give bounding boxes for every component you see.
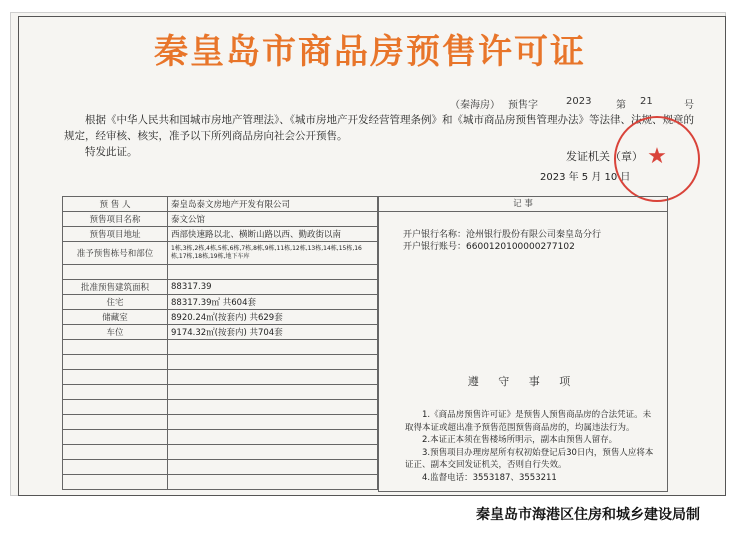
bank-name-label: 开户银行名称：: [403, 230, 467, 240]
table-row: [63, 325, 378, 340]
row-value: [168, 445, 378, 460]
ref-no: 21: [640, 96, 653, 107]
row-value: 泰文公馆: [168, 212, 378, 227]
note-item: 4.监督电话：3553187、3553211: [422, 472, 557, 483]
table-row: [63, 295, 378, 310]
row-label: 预售项目地址: [63, 227, 168, 242]
row-value: 8920.24㎡(按套内) 共629套: [168, 310, 378, 325]
table-row: [63, 265, 378, 280]
ref-suffix: 号: [684, 100, 694, 111]
row-value: 1栋,3栋,2栋,4栋,5栋,6栋,7栋,8栋,9栋,11栋,12栋,13栋,14栋,15栋,16栋,17栋,18栋,19栋,地下车库: [168, 242, 378, 265]
row-value: 88317.39: [168, 280, 378, 295]
row-value: [168, 340, 378, 355]
table-row: [63, 227, 378, 242]
bank-info: [403, 229, 601, 253]
issuing-authority-footer: 秦皇岛市海港区住房和城乡建设局制: [476, 507, 700, 523]
notes-panel: [378, 196, 668, 492]
table-row: [63, 385, 378, 400]
official-seal: [614, 116, 700, 202]
table-row: [63, 415, 378, 430]
row-value: [168, 370, 378, 385]
row-value: [168, 475, 378, 490]
notes-panel-header: 记 事: [379, 197, 667, 212]
note-item: 2.本证正本须在售楼场所明示，副本由预售人留存。: [422, 435, 618, 445]
presale-info-table: [62, 196, 378, 490]
note-item: 3.预售项目办理房屋所有权初始登记后30日内，预售人应将本证正、副本交回发证机关，否则自行失效。: [405, 447, 654, 470]
bank-account-label: 开户银行账号：: [403, 242, 467, 252]
row-label: 储藏室: [63, 310, 168, 325]
table-row: [63, 242, 378, 265]
row-label: [63, 475, 168, 490]
intro-paragraph: 根据《中华人民共和国城市房地产管理法》、《城市房地产开发经营管理条例》和《城市商品房预售管理办法》等法律、法规、规章的规定，经审核、核实，准予以下所列商品房向社会公开预售。: [64, 114, 694, 142]
row-label: [63, 400, 168, 415]
table-row: [63, 475, 378, 490]
row-label: [63, 415, 168, 430]
table-row: [63, 212, 378, 227]
row-label: 批准预售建筑面积: [63, 280, 168, 295]
row-value: 秦皇岛泰文房地产开发有限公司: [168, 197, 378, 212]
row-label: [63, 430, 168, 445]
row-label: 车位: [63, 325, 168, 340]
row-label: [63, 385, 168, 400]
ref-label: 预售字: [508, 100, 538, 111]
row-value: 88317.39㎡ 共604套: [168, 295, 378, 310]
row-label: [63, 340, 168, 355]
issue-date: 2023 年 5 月 10 日: [540, 172, 631, 183]
row-label: 准予预售栋号和部位: [63, 242, 168, 265]
row-value: [168, 415, 378, 430]
bank-name: 沧州银行股份有限公司秦皇岛分行: [466, 230, 602, 240]
row-value: 西部快速路以北、横断山路以西、勤政街以南: [168, 227, 378, 242]
table-row: [63, 310, 378, 325]
row-value: [168, 385, 378, 400]
table-row: [63, 197, 378, 212]
row-label: [63, 355, 168, 370]
ref-prefix: （秦海房）: [450, 100, 500, 111]
bank-account: 6600120100000277102: [466, 242, 575, 252]
row-value: [168, 400, 378, 415]
row-value: [168, 430, 378, 445]
seal-star-icon: ★: [647, 144, 667, 169]
issuer-label: 发证机关（章）: [566, 150, 643, 163]
ref-year: 2023: [566, 96, 592, 107]
table-row: [63, 460, 378, 475]
row-label: [63, 445, 168, 460]
table-row: [63, 430, 378, 445]
table-row: [63, 445, 378, 460]
certificate-title: 秦皇岛市商品房预售许可证: [154, 32, 586, 72]
table-row: [63, 355, 378, 370]
row-label: [63, 370, 168, 385]
row-label: [63, 265, 168, 280]
row-value: 9174.32㎡(按套内) 共704套: [168, 325, 378, 340]
row-label: [63, 460, 168, 475]
notes-title: 遵 守 事 项: [467, 375, 579, 388]
row-label: 预 售 人: [63, 197, 168, 212]
notes-list: [405, 409, 657, 484]
table-row: [63, 370, 378, 385]
row-value: [168, 265, 378, 280]
note-item: 1.《商品房预售许可证》是预售人预售商品房的合法凭证。未取得本证或超出准予预售范围预售商品房的，均属违法行为。: [405, 410, 652, 433]
row-label: 住宅: [63, 295, 168, 310]
row-value: [168, 460, 378, 475]
table-row: [63, 340, 378, 355]
table-row: [63, 280, 378, 295]
intro-closing: 特发此证。: [85, 146, 138, 158]
table-row: [63, 400, 378, 415]
ref-mid: 第: [616, 100, 626, 111]
row-label: 预售项目名称: [63, 212, 168, 227]
row-value: [168, 355, 378, 370]
